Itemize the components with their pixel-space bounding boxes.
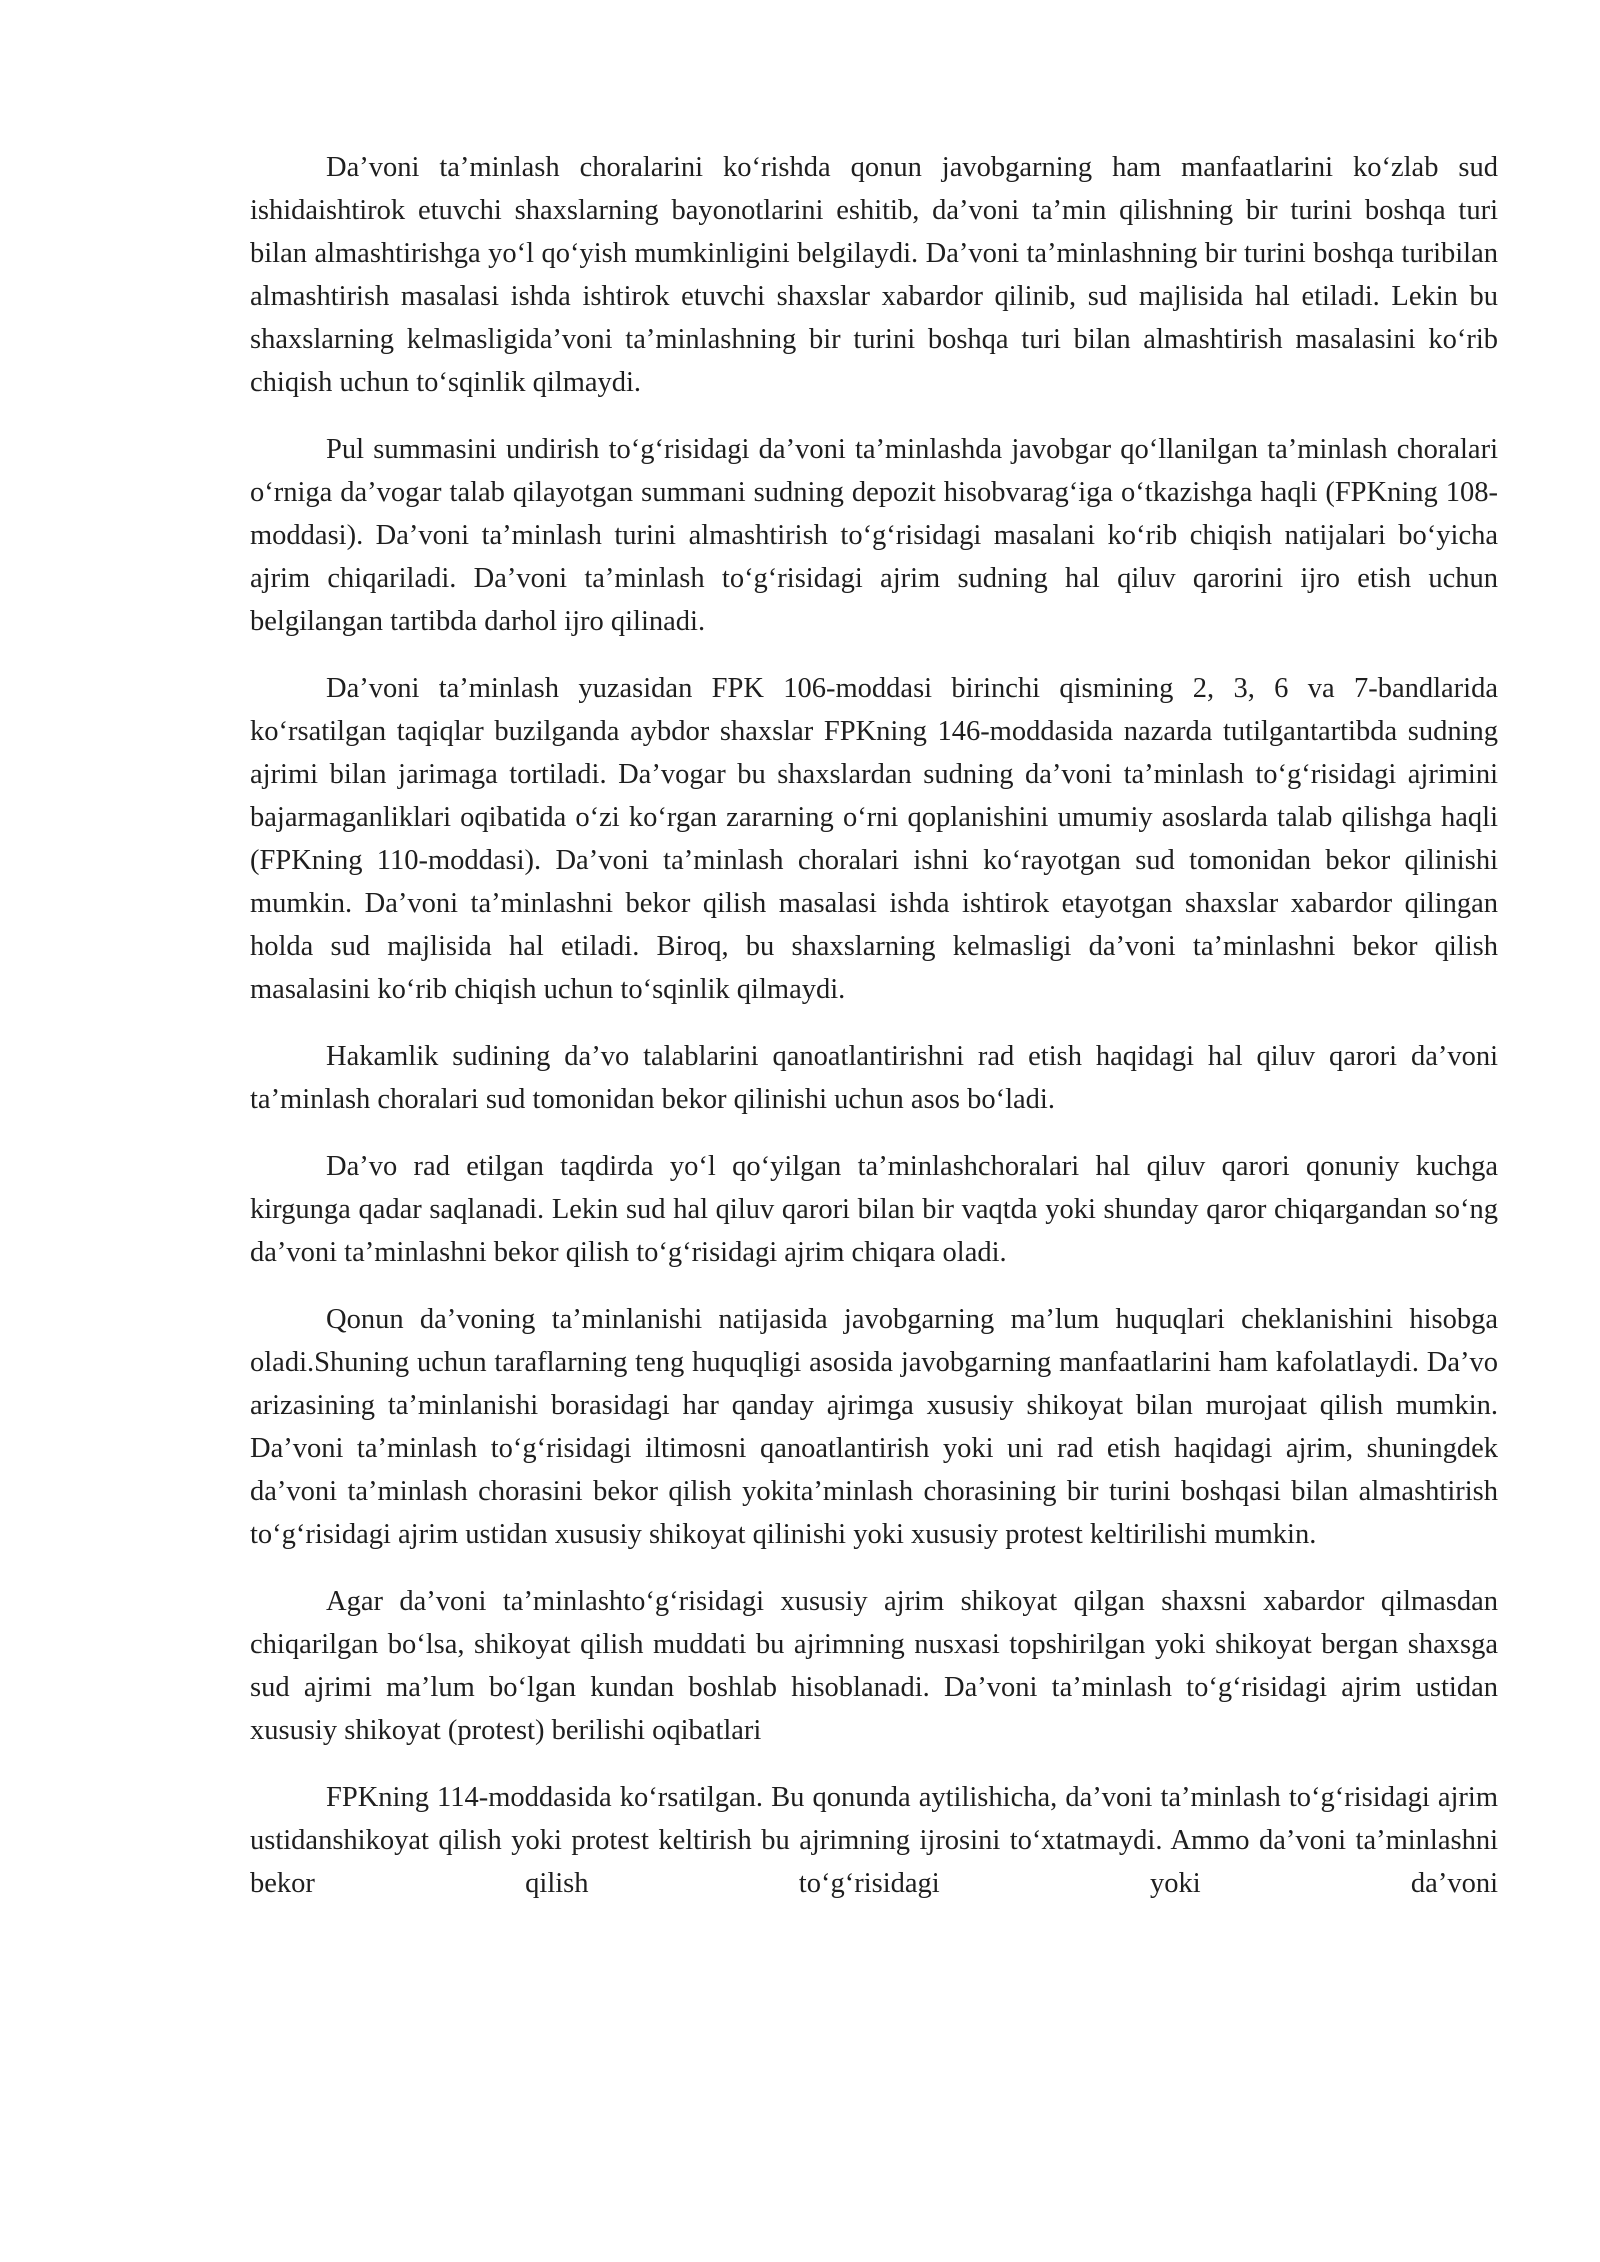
document-body [250,146,1498,1929]
paragraph-8: FPKning 114-moddasida ko‘rsatilgan. Bu qonunda aytilishicha, da’voni ta’minlash to‘g‘risidagi ajrim ustidanshikoyat qilish yoki protest keltirish bu ajrimning ijrosini to‘xtatmaydi. Ammo da’voni ta’minlashni bekor qilish to‘g‘risidagi yoki da’voni [250,1782,1498,1899]
paragraph-7: Agar da’voni ta’minlashto‘g‘risidagi xususiy ajrim shikoyat qilgan shaxsni xabardor qilmasdan chiqarilgan bo‘lsa, shikoyat qilish muddati bu ajrimning nusxasi topshirilgan yoki shikoyat bergan shaxsga sud ajrimi ma’lum bo‘lgan kundan boshlab hisoblanadi. Da’voni ta’minlash to‘g‘risidagi ajrim ustidan xususiy shikoyat (protest) berilishi oqibatlari [250,1586,1498,1746]
paragraph-5: Da’vo rad etilgan taqdirda yo‘l qo‘yilgan ta’minlashchoralari hal qiluv qarori qonuniy kuchga kirgunga qadar saqlanadi. Lekin sud hal qiluv qarori bilan bir vaqtda yoki shunday qaror chiqargandan so‘ng da’voni ta’minlashni bekor qilish to‘g‘risidagi ajrim chiqara oladi. [250,1151,1498,1268]
paragraph-3: Da’voni ta’minlash yuzasidan FPK 106-moddasi birinchi qismining 2, 3, 6 va 7-bandlarida ko‘rsatilgan taqiqlar buzilganda aybdor shaxslar FPKning 146-moddasida nazarda tutilgantartibda sudning ajrimi bilan jarimaga tortiladi. Da’vogar bu shaxslardan sudning da’voni ta’minlash to‘g‘risidagi ajrimini bajarmaganliklari oqibatida o‘zi ko‘rgan zararning o‘rni qoplanishini umumiy asoslarda talab qilishga haqli (FPKning 110-moddasi). Da’voni ta’minlash choralari ishni ko‘rayotgan sud tomonidan bekor qilinishi mumkin. Da’voni ta’minlashni bekor qilish masalasi ishda ishtirok etayotgan shaxslar xabardor qilingan holda sud majlisida hal etiladi. Biroq, bu shaxslarning kelmasligi da’voni ta’minlashni bekor qilish masalasini ko‘rib chiqish uchun to‘sqinlik qilmaydi. [250,673,1498,1005]
paragraph-2: Pul summasini undirish to‘g‘risidagi da’voni ta’minlashda javobgar qo‘llanilgan ta’minlash choralari o‘rniga da’vogar talab qilayotgan summani sudning depozit hisobvarag‘iga o‘tkazishga haqli (FPKning 108-moddasi). Da’voni ta’minlash turini almashtirish to‘g‘risidagi masalani ko‘rib chiqish natijalari bo‘yicha ajrim chiqariladi. Da’voni ta’minlash to‘g‘risidagi ajrim sudning hal qiluv qarorini ijro etish uchun belgilangan tartibda darhol ijro qilinadi. [250,434,1498,637]
paragraph-1: Da’voni ta’minlash choralarini ko‘rishda qonun javobgarning ham manfaatlarini ko‘zlab sud ishidaishtirok etuvchi shaxslarning bayonotlarini eshitib, da’voni ta’min qilishning bir turini boshqa turi bilan almashtirishga yo‘l qo‘yish mumkinligini belgilaydi. Da’voni ta’minlashning bir turini boshqa turibilan almashtirish masalasi ishda ishtirok etuvchi shaxslar xabardor qilinib, sud majlisida hal etiladi. Lekin bu shaxslarning kelmasligida’voni ta’minlashning bir turini boshqa turi bilan almashtirish masalasini ko‘rib chiqish uchun to‘sqinlik qilmaydi. [250,152,1498,398]
paragraph-4: Hakamlik sudining da’vo talablarini qanoatlantirishni rad etish haqidagi hal qiluv qarori da’voni ta’minlash choralari sud tomonidan bekor qilinishi uchun asos bo‘ladi. [250,1041,1498,1115]
paragraph-6: Qonun da’voning ta’minlanishi natijasida javobgarning ma’lum huquqlari cheklanishini hisobga oladi.Shuning uchun taraflarning teng huquqligi asosida javobgarning manfaatlarini ham kafolatlaydi. Da’vo arizasining ta’minlanishi borasidagi har qanday ajrimga xususiy shikoyat bilan murojaat qilish mumkin. Da’voni ta’minlash to‘g‘risidagi iltimosni qanoatlantirish yoki uni rad etish haqidagi ajrim, shuningdek da’voni ta’minlash chorasini bekor qilish yokita’minlash chorasining bir turini boshqasi bilan almashtirish to‘g‘risidagi ajrim ustidan xususiy shikoyat qilinishi yoki xususiy protest keltirilishi mumkin. [250,1304,1498,1550]
